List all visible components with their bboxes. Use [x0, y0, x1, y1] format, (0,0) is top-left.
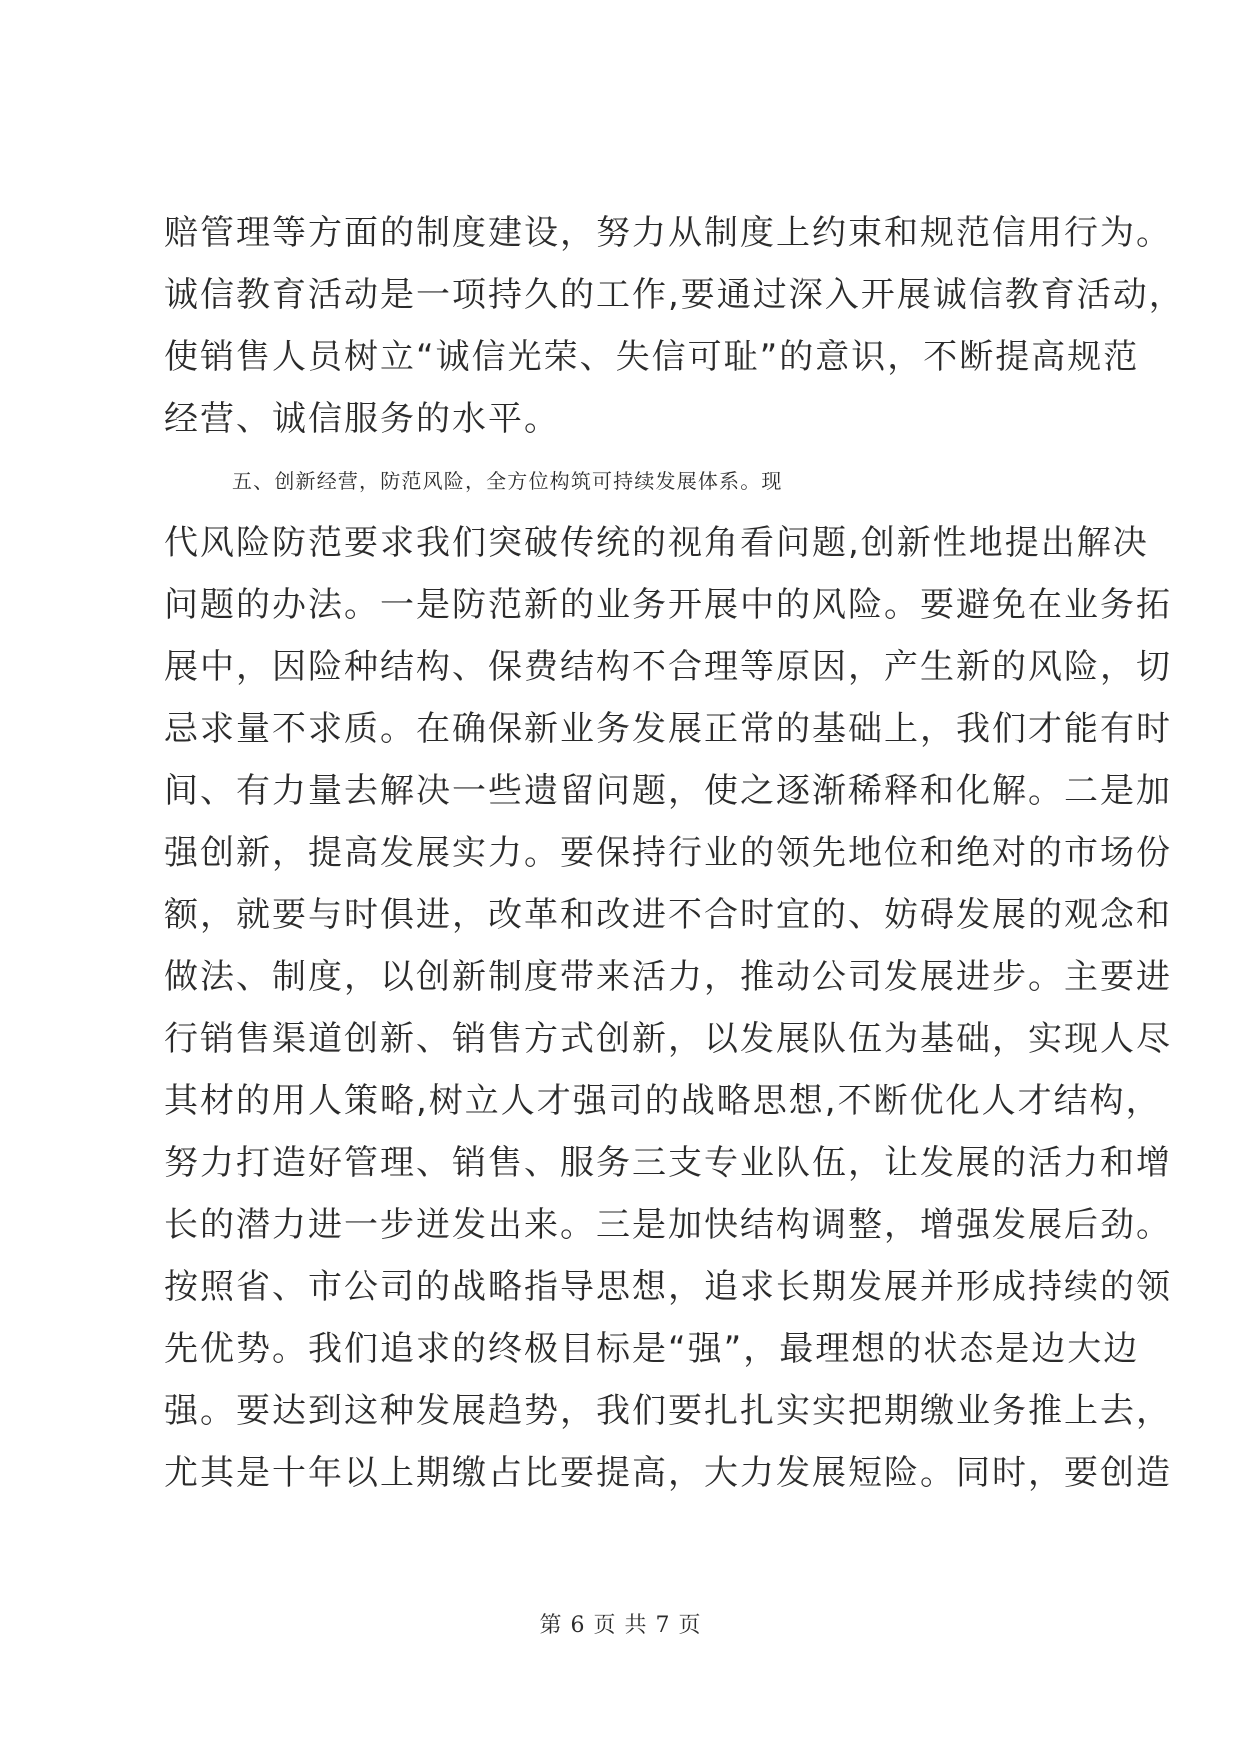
body-text-line: 代风险防范要求我们突破传统的视角看问题,创新性地提出解决 [164, 523, 1149, 563]
body-text-line: 间、有力量去解决一些遗留问题，使之逐渐稀释和化解。二是加 [164, 771, 1172, 811]
body-text-line: 诚信教育活动是一项持久的工作,要通过深入开展诚信教育活动， [164, 275, 1185, 315]
body-text-line: 忌求量不求质。在确保新业务发展正常的基础上，我们才能有时 [164, 709, 1172, 749]
body-text-line: 额，就要与时俱进，改革和改进不合时宜的、妨碍发展的观念和 [164, 895, 1172, 935]
body-text-line: 强。要达到这种发展趋势，我们要扎扎实实把期缴业务推上去， [164, 1391, 1172, 1431]
body-text-line: 先优势。我们追求的终极目标是“强”，最理想的状态是边大边 [164, 1329, 1140, 1369]
body-text-line: 其材的用人策略,树立人才强司的战略思想,不断优化人才结构， [164, 1081, 1162, 1121]
body-text-line: 尤其是十年以上期缴占比要提高，大力发展短险。同时，要创造 [164, 1453, 1172, 1493]
body-text-line: 问题的办法。一是防范新的业务开展中的风险。要避免在业务拓 [164, 585, 1172, 625]
body-text-line: 强创新，提高发展实力。要保持行业的领先地位和绝对的市场份 [164, 833, 1172, 873]
body-text-line: 按照省、市公司的战略指导思想，追求长期发展并形成持续的领 [164, 1267, 1172, 1307]
body-text-line: 经营、诚信服务的水平。 [164, 399, 560, 439]
body-text-line: 努力打造好管理、销售、服务三支专业队伍，让发展的活力和增 [164, 1143, 1172, 1183]
body-text-line: 赔管理等方面的制度建设，努力从制度上约束和规范信用行为。 [164, 213, 1172, 253]
body-text-line: 行销售渠道创新、销售方式创新，以发展队伍为基础，实现人尽 [164, 1019, 1172, 1059]
paragraph-heading-line: 五、创新经营，防范风险，全方位构筑可持续发展体系。现 [232, 469, 783, 493]
body-text-line: 做法、制度，以创新制度带来活力，推动公司发展进步。主要进 [164, 957, 1172, 997]
body-text-line: 展中，因险种结构、保费结构不合理等原因，产生新的风险，切 [164, 647, 1172, 687]
body-text-line: 长的潜力进一步迸发出来。三是加快结构调整，增强发展后劲。 [164, 1205, 1172, 1245]
page-number-footer: 第 6 页 共 7 页 [539, 1613, 702, 1638]
body-text-line: 使销售人员树立“诚信光荣、失信可耻”的意识，不断提高规范 [164, 337, 1140, 377]
